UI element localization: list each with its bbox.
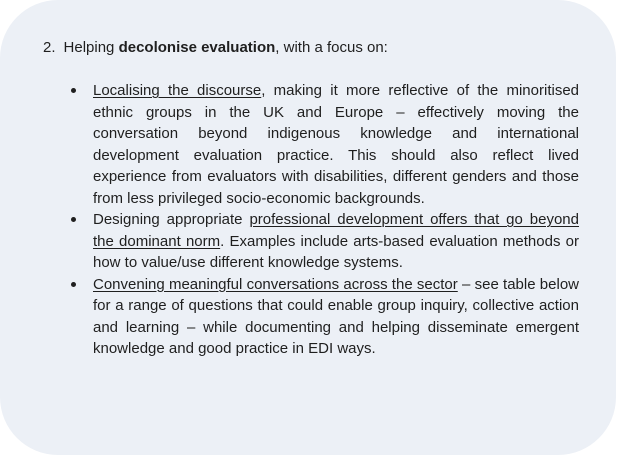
bullet-icon	[71, 217, 76, 222]
bullet-list	[67, 80, 579, 360]
item-text: , making it more reflective of the minoritised ethnic groups in the UK and Europe – effectively moving the conversation beyond indigenous knowledge and international development evaluation practice. This should also reflect lived experience from evaluators with disabilities, different genders and those from less privileged socio-economic backgrounds.	[93, 82, 579, 207]
underlined-phrase: Localising the discourse	[93, 82, 262, 99]
heading-prefix: Helping	[63, 39, 119, 56]
list-item-designing	[67, 209, 579, 274]
bullet-icon	[71, 88, 76, 93]
list-item-localising	[67, 80, 579, 209]
list-number: 2.	[43, 39, 56, 56]
heading-bold-text: decolonise evaluation	[118, 39, 276, 56]
underlined-phrase: professional development offers that go beyond the dominant norm	[93, 211, 579, 250]
item-text: – see table below for a range of questions that could enable group inquiry, collective action and learning – while documenting and helping disseminate emergent knowledge and good practice in EDI ways.	[93, 275, 579, 357]
list-item-convening	[67, 274, 579, 360]
item-lead-text: Designing appropriate	[93, 211, 250, 228]
item-text: . Examples include arts-based evaluation methods or how to value/use different knowledge systems.	[93, 232, 579, 271]
section-heading	[43, 38, 388, 58]
heading-suffix: , with a focus on:	[275, 39, 388, 56]
bullet-icon	[71, 282, 76, 287]
underlined-phrase: Convening meaningful conversations across the sector	[93, 275, 458, 293]
